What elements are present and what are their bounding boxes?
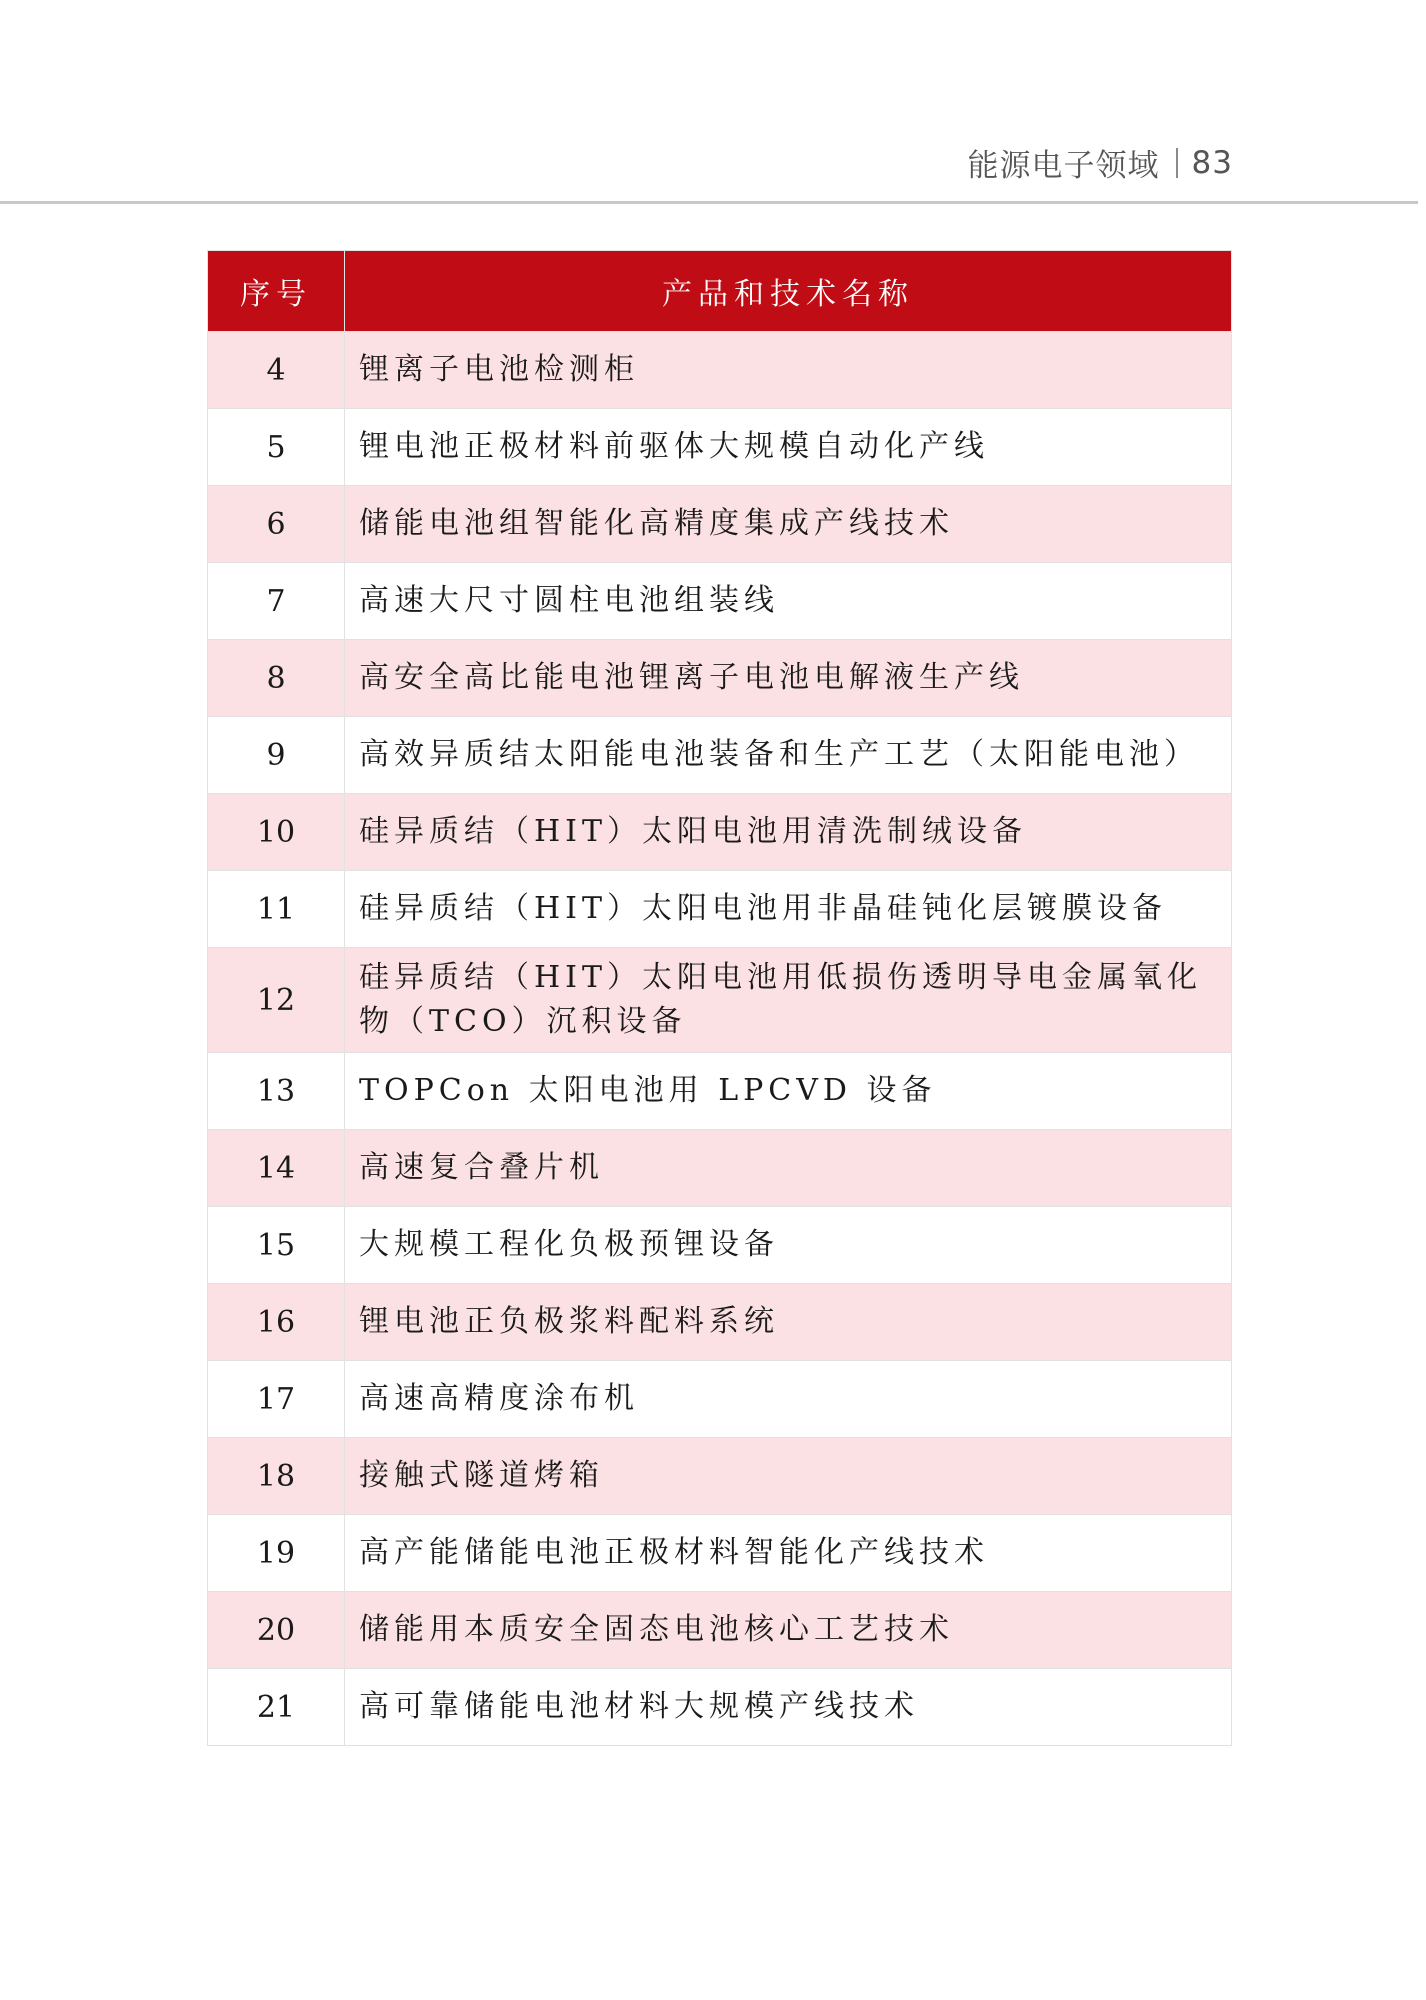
table-row: [208, 948, 1232, 1053]
header-divider: [1176, 148, 1178, 178]
table-row: [208, 717, 1232, 794]
table-row: [208, 794, 1232, 871]
row-name: 高产能储能电池正极材料智能化产线技术: [345, 1515, 1232, 1592]
product-table: [207, 250, 1232, 1746]
row-name: 硅异质结（HIT）太阳电池用清洗制绒设备: [345, 794, 1232, 871]
table-row: [208, 409, 1232, 486]
row-number: 6: [208, 486, 345, 563]
table-row: [208, 1284, 1232, 1361]
table-row: [208, 640, 1232, 717]
row-name: 高可靠储能电池材料大规模产线技术: [345, 1669, 1232, 1746]
column-header-number: 序号: [208, 251, 345, 332]
table-row: [208, 1207, 1232, 1284]
row-name: 硅异质结（HIT）太阳电池用非晶硅钝化层镀膜设备: [345, 871, 1232, 948]
row-number: 13: [208, 1053, 345, 1130]
table-row: [208, 1592, 1232, 1669]
table-row: [208, 1669, 1232, 1746]
row-number: 5: [208, 409, 345, 486]
row-number: 15: [208, 1207, 345, 1284]
table-row: [208, 871, 1232, 948]
row-name: 高速复合叠片机: [345, 1130, 1232, 1207]
table-row: [208, 563, 1232, 640]
table-row: [208, 1515, 1232, 1592]
row-number: 4: [208, 332, 345, 409]
row-name: 接触式隧道烤箱: [345, 1438, 1232, 1515]
row-name: 硅异质结（HIT）太阳电池用低损伤透明导电金属氧化物（TCO）沉积设备: [345, 948, 1232, 1053]
row-number: 7: [208, 563, 345, 640]
column-header-name: 产品和技术名称: [345, 251, 1232, 332]
row-number: 14: [208, 1130, 345, 1207]
row-number: 11: [208, 871, 345, 948]
row-number: 8: [208, 640, 345, 717]
section-title: 能源电子领域: [967, 148, 1160, 184]
row-number: 20: [208, 1592, 345, 1669]
table-header-row: [208, 251, 1232, 332]
row-name: 锂离子电池检测柜: [345, 332, 1232, 409]
row-name: 储能电池组智能化高精度集成产线技术: [345, 486, 1232, 563]
row-number: 9: [208, 717, 345, 794]
page-header: [968, 140, 1233, 185]
row-name: 高安全高比能电池锂离子电池电解液生产线: [345, 640, 1232, 717]
page-number: 83: [1191, 144, 1233, 181]
row-name: 锂电池正负极浆料配料系统: [345, 1284, 1232, 1361]
row-name: 高效异质结太阳能电池装备和生产工艺（太阳能电池）: [345, 717, 1232, 794]
row-number: 17: [208, 1361, 345, 1438]
row-number: 21: [208, 1669, 345, 1746]
row-name: TOPCon 太阳电池用 LPCVD 设备: [345, 1053, 1232, 1130]
table-row: [208, 332, 1232, 409]
row-number: 12: [208, 948, 345, 1053]
row-name: 大规模工程化负极预锂设备: [345, 1207, 1232, 1284]
table-row: [208, 1130, 1232, 1207]
header-rule: [0, 201, 1418, 204]
row-name: 储能用本质安全固态电池核心工艺技术: [345, 1592, 1232, 1669]
row-number: 18: [208, 1438, 345, 1515]
row-name: 锂电池正极材料前驱体大规模自动化产线: [345, 409, 1232, 486]
row-name: 高速大尺寸圆柱电池组装线: [345, 563, 1232, 640]
table-row: [208, 1053, 1232, 1130]
table-row: [208, 1361, 1232, 1438]
row-number: 10: [208, 794, 345, 871]
row-name: 高速高精度涂布机: [345, 1361, 1232, 1438]
row-number: 19: [208, 1515, 345, 1592]
table-row: [208, 486, 1232, 563]
row-number: 16: [208, 1284, 345, 1361]
table-row: [208, 1438, 1232, 1515]
